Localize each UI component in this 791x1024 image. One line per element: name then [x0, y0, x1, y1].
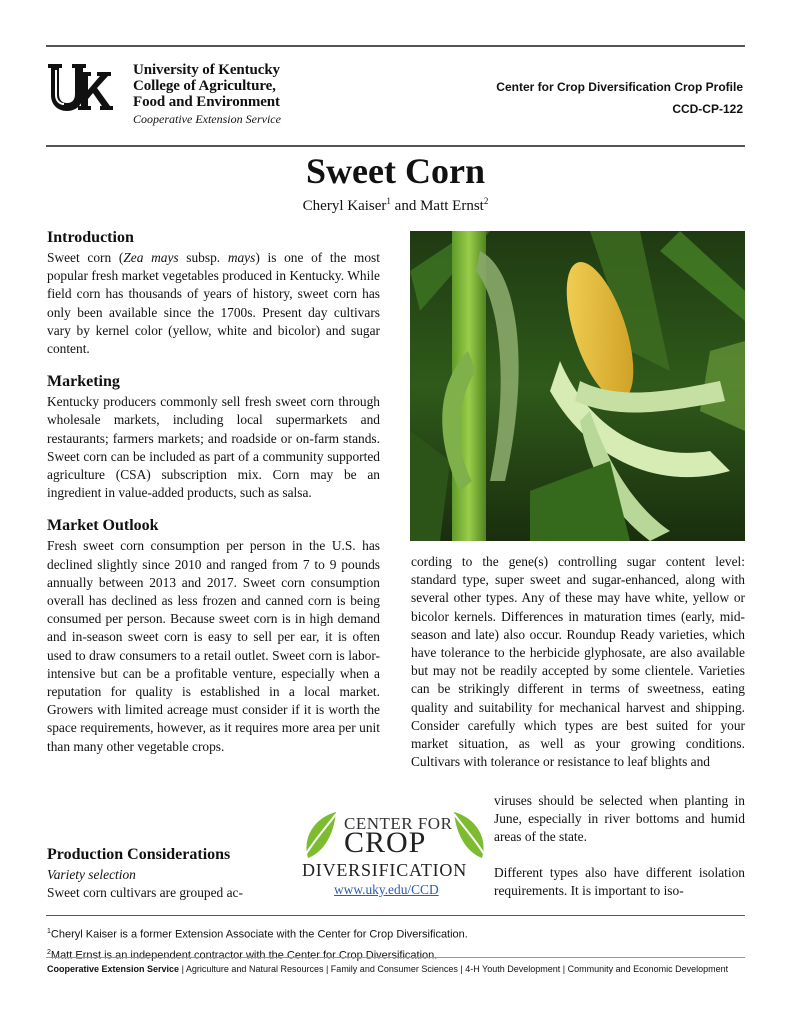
variety-text-left: Sweet corn cultivars are grouped ac-: [47, 885, 243, 901]
intro-text-1: Sweet corn (: [47, 250, 124, 265]
institution-line-1: University of Kentucky: [133, 62, 280, 78]
ccd-logo-line2: CROP: [344, 826, 427, 859]
footer-bold: Cooperative Extension Service: [47, 964, 180, 974]
institution-line-4: Cooperative Extension Service: [133, 112, 281, 126]
footer-rule: [46, 957, 745, 958]
uk-logo-icon: [48, 64, 116, 118]
ccd-logo-line3: DIVERSIFICATION: [302, 860, 467, 880]
author-1-sup: 1: [386, 196, 391, 206]
footnote-1-text: Cheryl Kaiser is a former Extension Associate with the Center for Crop Diversification.: [50, 928, 468, 941]
footer: [47, 964, 746, 974]
outlook-heading: Market Outlook: [47, 517, 159, 535]
footnote-2-sup: 2: [47, 948, 51, 956]
sweet-corn-photo: [410, 231, 745, 541]
intro-heading: Introduction: [47, 229, 134, 246]
outlook-paragraph: Fresh sweet corn consumption per person in the U.S. has declined slightly since 2010 and ranged from 7 to 9 pounds annually between 2013 and 2017. Sweet corn consumption overall has declined as less frozen and canned corn is being consumed per person. Because sweet corn is in high demand and in-season sweet corn is easy to sell per ear, it is often used to draw consumers to a retail outlet. Sweet corn is labor-intensive but can be a profitable venture, especially when a reputation for quality is established in a local market. Growers with limited acreage must consider if it is worth the space requirements, however, as it requires more area per unit than many other vegetable crops.: [47, 538, 380, 754]
ccd-logo-line1: CENTER FOR: [344, 814, 453, 833]
production-heading: Production Considerations: [47, 846, 231, 863]
page-title: Sweet Corn: [306, 151, 485, 191]
footnote-2-text: Matt Ernst is an independent contractor with the Center for Crop Diversification.: [50, 949, 438, 962]
footer-rest: | Agriculture and Natural Resources | Family and Consumer Sciences | 4-H Youth Development | Community and Economic Development: [179, 964, 729, 974]
ccd-url-link[interactable]: www.uky.edu/CCD: [334, 882, 439, 897]
authors: [0, 196, 791, 215]
author-and: and: [390, 198, 421, 214]
header-right: [496, 76, 743, 120]
production-block: [47, 845, 302, 902]
intro-paragraph: [47, 249, 380, 358]
footnote-1-sup: 1: [47, 928, 51, 935]
footnotes: [47, 923, 468, 964]
header-rule: [46, 145, 745, 147]
variety-text-right: cording to the gene(s) controlling sugar content level: standard type, super sweet and sugar-enhanced, along with several other types. Any of these may have white, yellow or bicolor kernels. Differences in maturation times (early, mid-season and late) also occur. Roundup Ready varieties, which have tolerance to the herbicide glyphosate, are also available but may not be readily accepted by some clientele. Varieties can be strikingly different in terms of sweetness, eating quality and suitability for mechanical harvest and shipping. Consider carefully which types are best suited for your market situation, as well as your growing conditions. Cultivars with tolerance or resistance to leaf blights and: [411, 554, 745, 770]
intro-text-3: ) is one of the most popular fresh market vegetables produced in Kentucky. While field corn has thousands of years of history, sweet corn has only been available since the 1700s. Present day cultivars vary by kernel color (yellow, white and bicolor) and sugar content.: [47, 250, 380, 357]
marketing-heading: Marketing: [47, 373, 120, 391]
author-2-sup: 2: [483, 196, 489, 206]
footnote-2: [47, 944, 468, 965]
footnote-rule: [46, 915, 745, 916]
institution-block: [133, 62, 281, 127]
marketing-paragraph: Kentucky producers commonly sell fresh sweet corn through wholesale markets, including local supermarkets and restaurants; farmers markets; and roadside or on-farm stands. Sweet corn can be included as part of a community supported agriculture (CSA) subscription mix. Corn may be an ingredient in value-added products, such as salsa.: [47, 394, 380, 501]
variety-subheading: Variety selection: [47, 867, 136, 882]
top-rule: [46, 45, 745, 47]
isolation-text: Different types also have different isolation requirements. It is important to iso-: [494, 865, 745, 899]
institution-line-3: Food and Environment: [133, 94, 280, 110]
author-2: Matt Ernst: [420, 198, 484, 214]
institution-line-2: College of Agriculture,: [133, 78, 276, 94]
intro-latin-2: mays: [227, 250, 256, 265]
author-1: Cheryl Kaiser: [302, 198, 387, 214]
intro-text-2: subsp.: [178, 250, 228, 265]
right-column: [411, 553, 745, 771]
footnote-1: [47, 923, 468, 944]
left-column: [47, 228, 380, 770]
right-column-tail: viruses should be selected when planting in June, especially in river bottoms and humid areas of the state.: [494, 793, 745, 845]
intro-latin: Zea mays: [123, 250, 179, 265]
ccd-logo: [300, 808, 490, 908]
doc-code: CCD-CP-122: [672, 102, 743, 116]
profile-label: Center for Crop Diversification Crop Profile: [496, 80, 743, 94]
